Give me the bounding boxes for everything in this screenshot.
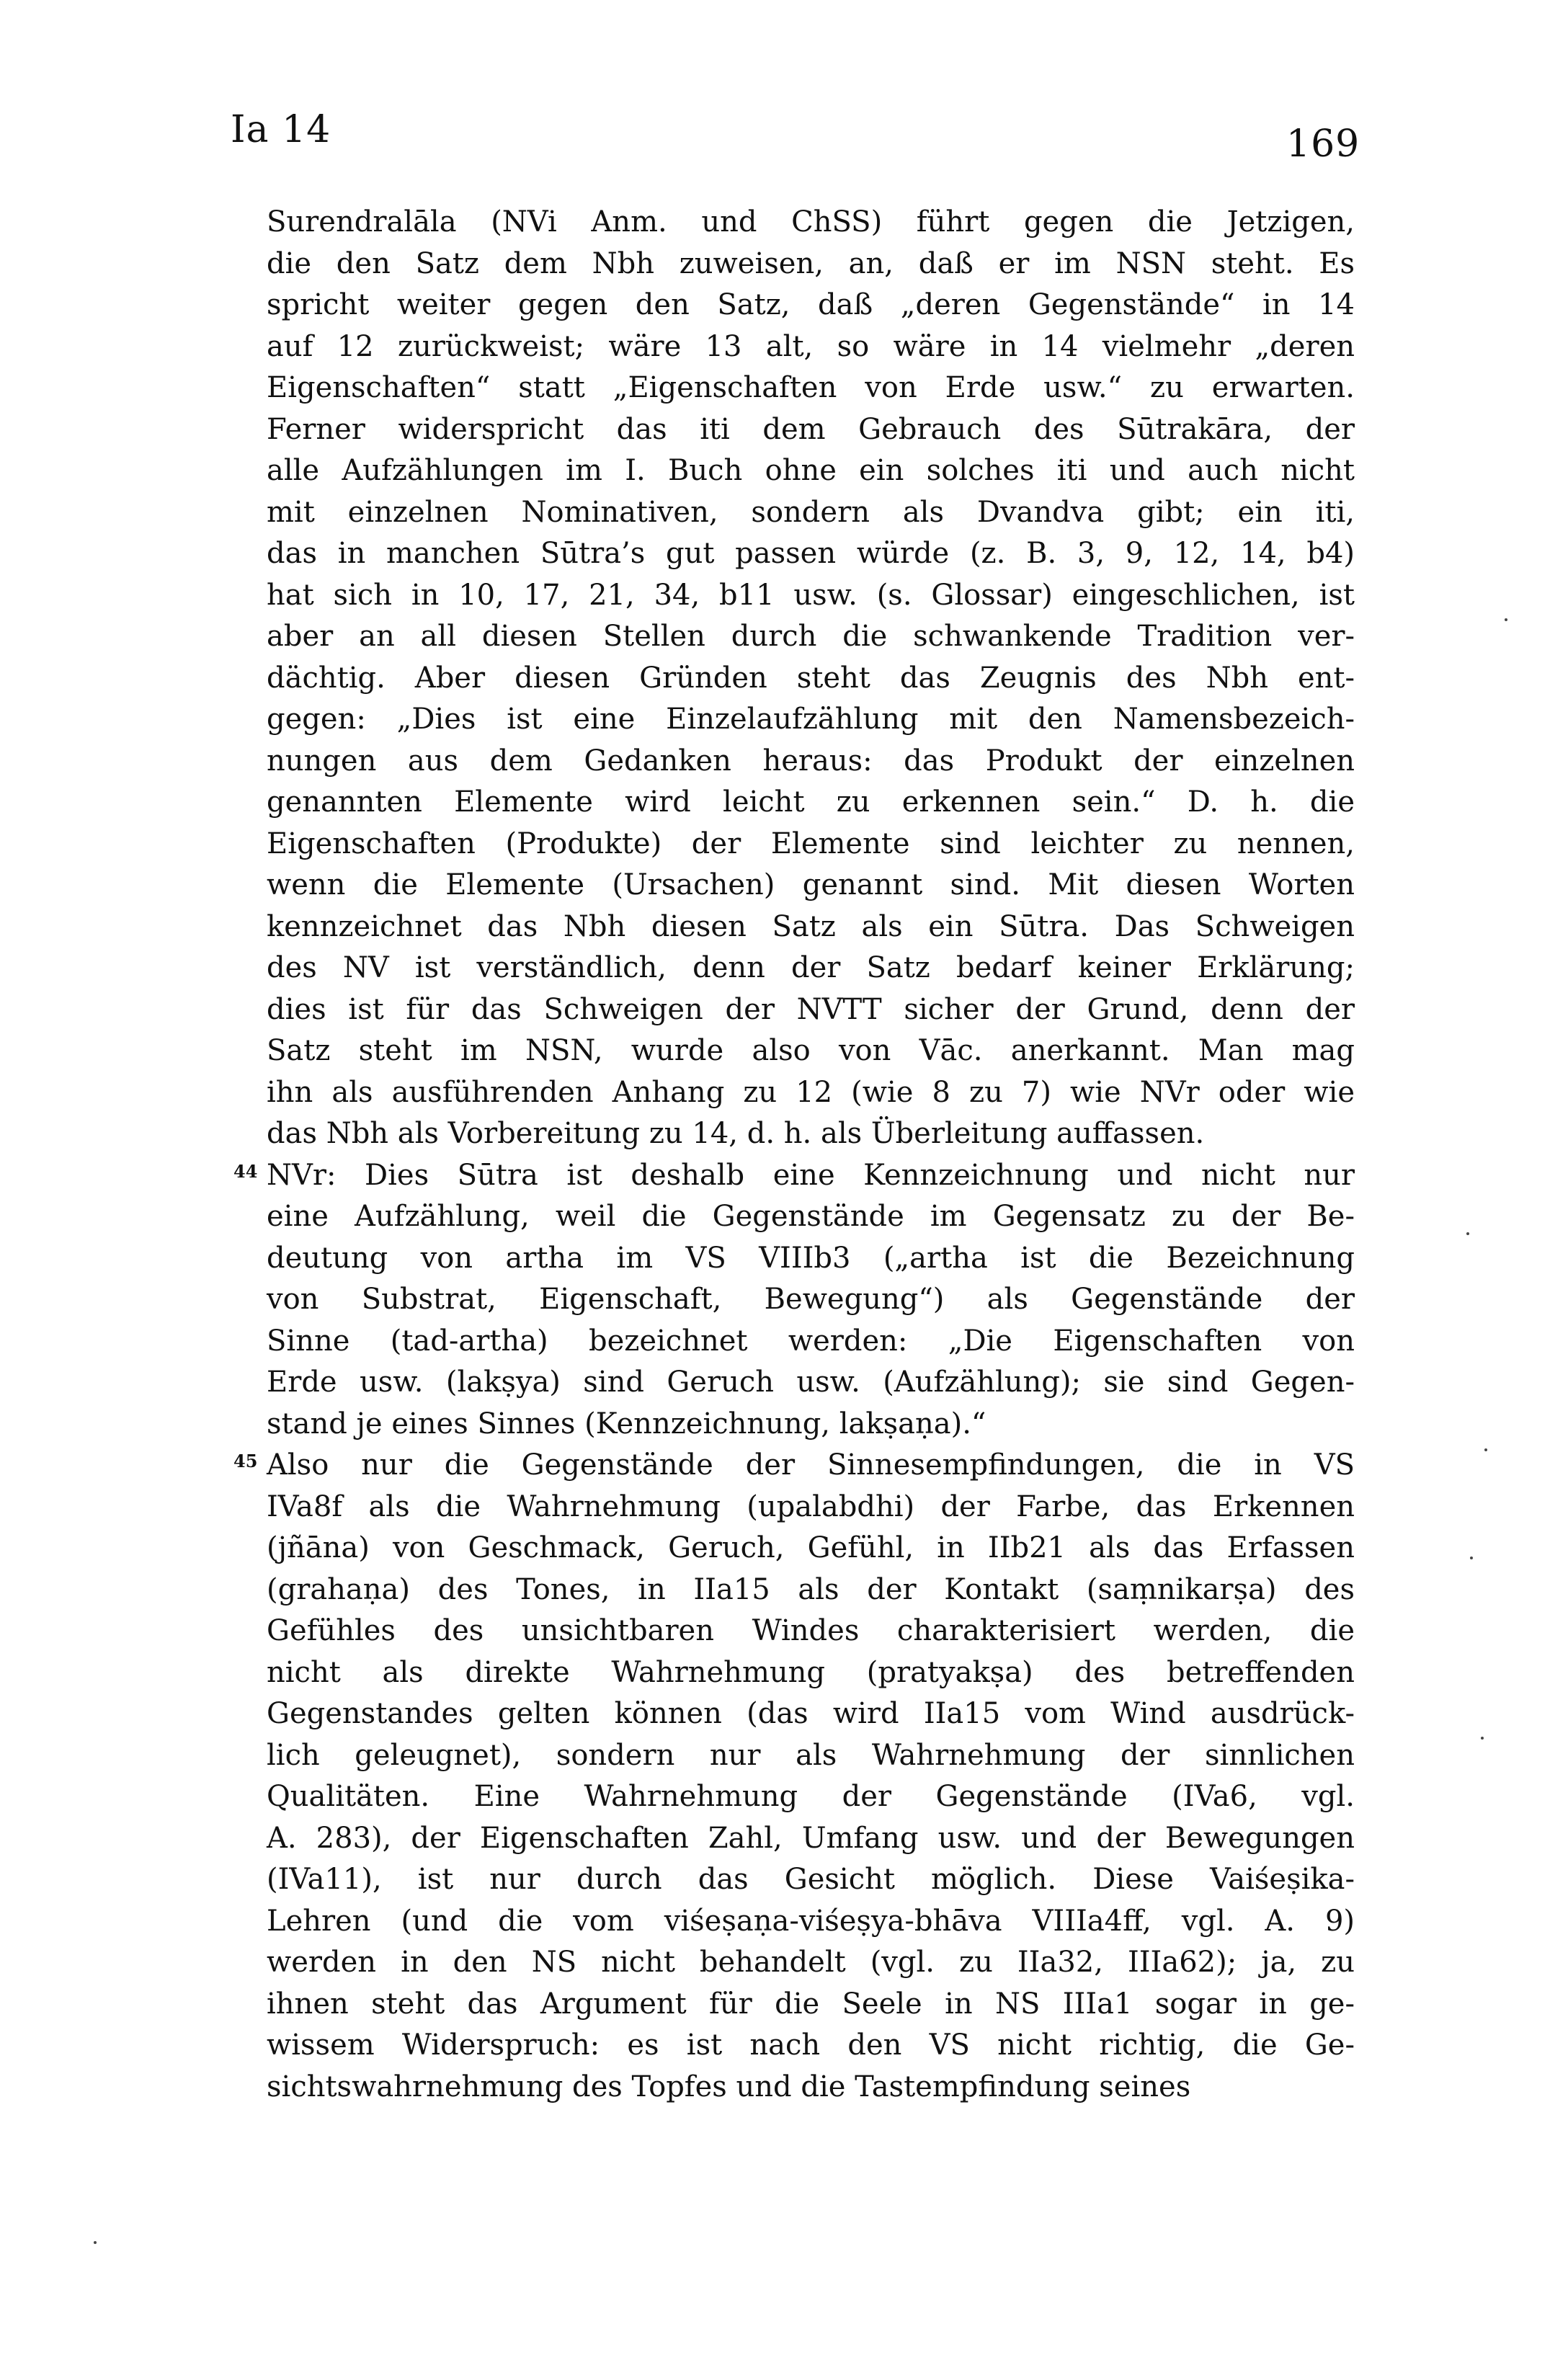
text-line-content: Satz steht im NSN, wurde also von Vāc. anerkannt. Man mag — [267, 1034, 1355, 1067]
text-line-content: von Substrat, Eigenschaft, Bewegung“) als Gegenstände der — [267, 1283, 1355, 1316]
text-line-content: sichtswahrnehmung des Topfes und die Tastempfindung seines — [267, 2070, 1191, 2103]
text-line — [267, 326, 1355, 368]
text-line — [233, 1155, 1355, 1197]
text-line-content: NVr: Dies Sūtra ist deshalb eine Kennzeichnung und nicht nur — [267, 1158, 1355, 1192]
text-line-content: stand je eines Sinnes (Kennzeichnung, lakṣaṇa).“ — [267, 1407, 986, 1441]
text-line — [267, 492, 1355, 534]
text-line — [267, 2067, 1355, 2109]
text-line-content: deutung von artha im VS VIIIb3 („artha ist die Bezeichnung — [267, 1241, 1355, 1275]
text-line-content: des NV ist verständlich, denn der Satz bedarf keiner Erklärung; — [267, 951, 1355, 984]
text-line — [267, 1859, 1355, 1901]
text-line — [267, 202, 1355, 244]
text-line-content: aber an all diesen Stellen durch die schwankende Tradition ver- — [267, 620, 1355, 653]
text-line — [267, 575, 1355, 617]
text-line-content: ihnen steht das Argument für die Seele in NS IIIa1 sogar in ge- — [267, 1987, 1355, 2021]
text-line-content: nungen aus dem Gedanken heraus: das Produkt der einzelnen — [267, 744, 1355, 778]
text-line-content: alle Aufzählungen im I. Buch ohne ein solches iti und auch nicht — [267, 454, 1355, 487]
text-line-content: das Nbh als Vorbereitung zu 14, d. h. als Überleitung auffassen. — [267, 1117, 1205, 1150]
text-line-content: Gegenstandes gelten können (das wird IIa15 vom Wind ausdrück- — [267, 1697, 1355, 1730]
text-line — [267, 1901, 1355, 1943]
text-line-content: nicht als direkte Wahrnehmung (pratyakṣa) des betreffenden — [267, 1655, 1355, 1689]
text-line — [267, 616, 1355, 658]
text-line-content: Erde usw. (lakṣya) sind Geruch usw. (Aufzählung); sie sind Gegen- — [267, 1366, 1355, 1399]
text-line — [267, 865, 1355, 907]
text-line — [267, 1735, 1355, 1777]
text-line-content: (grahaṇa) des Tones, in IIa15 als der Kontakt (saṃnikarṣa) des — [267, 1572, 1355, 1606]
footnote-marker: 45 — [233, 1451, 258, 1471]
text-line — [267, 1404, 1355, 1446]
text-line-content: spricht weiter gegen den Satz, daß „deren Gegenstände“ in 14 — [267, 288, 1355, 321]
text-line-content: Eigenschaften (Produkte) der Elemente sind leichter zu nennen, — [267, 827, 1355, 860]
body-text — [233, 202, 1355, 2108]
text-line-content: hat sich in 10, 17, 21, 34, b11 usw. (s. Glossar) eingeschlichen, ist — [267, 578, 1355, 612]
scan-speck — [1470, 1557, 1473, 1559]
text-line-content: Sinne (tad-artha) bezeichnet werden: „Die Eigenschaften von — [267, 1324, 1355, 1358]
scan-speck — [1484, 1448, 1487, 1451]
text-line-content: die den Satz dem Nbh zuweisen, an, daß er im NSN steht. Es — [267, 246, 1355, 280]
text-line — [267, 824, 1355, 865]
text-line-content: dies ist für das Schweigen der NVTT sicher der Grund, denn der — [267, 992, 1355, 1026]
text-line — [267, 1611, 1355, 1652]
text-line — [267, 1279, 1355, 1321]
text-line — [267, 450, 1355, 492]
scan-speck — [1466, 1232, 1469, 1235]
text-line-content: eine Aufzählung, weil die Gegenstände im Gegensatz zu der Be- — [267, 1200, 1355, 1233]
text-line-content: Surendralāla (NVi Anm. und ChSS) führt gegen die Jetzigen, — [267, 205, 1355, 239]
text-line — [267, 1776, 1355, 1818]
scan-speck — [1481, 1737, 1484, 1740]
text-line-content: wissem Widerspruch: es ist nach den VS nicht richtig, die Ge- — [267, 2029, 1355, 2062]
text-line — [267, 741, 1355, 783]
text-line-content: das in manchen Sūtra’s gut passen würde (z. B. 3, 9, 12, 14, b4) — [267, 537, 1355, 570]
text-line — [267, 1528, 1355, 1569]
text-line — [267, 1942, 1355, 1984]
scan-speck — [1505, 618, 1507, 621]
text-line-content: ihn als ausführenden Anhang zu 12 (wie 8 zu 7) wie NVr oder wie — [267, 1075, 1355, 1109]
text-line — [267, 533, 1355, 575]
text-line-content: kennzeichnet das Nbh diesen Satz als ein Sūtra. Das Schweigen — [267, 909, 1355, 943]
text-line — [267, 1321, 1355, 1363]
text-line-content: (jñāna) von Geschmack, Geruch, Gefühl, in IIb21 als das Erfassen — [267, 1531, 1355, 1564]
text-line — [267, 1569, 1355, 1611]
text-line-content: Qualitäten. Eine Wahrnehmung der Gegenstände (IVa6, vgl. — [267, 1780, 1355, 1813]
text-line — [267, 658, 1355, 700]
text-line — [267, 1362, 1355, 1404]
text-line — [267, 1693, 1355, 1735]
text-line — [267, 1984, 1355, 2026]
text-line-content: Gefühles des unsichtbaren Windes charakterisiert werden, die — [267, 1614, 1355, 1647]
text-line — [267, 989, 1355, 1031]
scan-speck — [94, 2241, 97, 2244]
running-header: Ia 14 — [231, 108, 331, 151]
text-line-content: wenn die Elemente (Ursachen) genannt sind. Mit diesen Worten — [267, 868, 1355, 901]
text-line — [267, 1196, 1355, 1238]
text-line — [267, 244, 1355, 285]
text-line-content: A. 283), der Eigenschaften Zahl, Umfang usw. und der Bewegungen — [267, 1821, 1355, 1855]
footnote-marker: 44 — [233, 1160, 258, 1182]
text-line-content: Ferner widerspricht das iti dem Gebrauch des Sūtrakāra, der — [267, 412, 1355, 446]
text-line-content: lich geleugnet), sondern nur als Wahrnehmung der sinnlichen — [267, 1738, 1355, 1772]
text-line — [267, 699, 1355, 741]
text-line — [267, 948, 1355, 989]
text-line — [267, 1652, 1355, 1694]
text-line-content: auf 12 zurückweist; wäre 13 alt, so wäre in 14 vielmehr „deren — [267, 329, 1355, 363]
text-line-content: genannten Elemente wird leicht zu erkennen sein.“ D. h. die — [267, 785, 1355, 819]
text-line — [267, 368, 1355, 409]
text-line-content: dächtig. Aber diesen Gründen steht das Zeugnis des Nbh ent- — [267, 661, 1355, 695]
text-line — [267, 782, 1355, 824]
text-line — [267, 1113, 1355, 1155]
text-line — [267, 1818, 1355, 1860]
text-line — [267, 1238, 1355, 1280]
text-line-content: mit einzelnen Nominativen, sondern als Dvandva gibt; ein iti, — [267, 495, 1355, 529]
text-line — [233, 1445, 1355, 1487]
text-line — [267, 285, 1355, 326]
page-number: 169 — [1286, 123, 1360, 166]
text-line-content: werden in den NS nicht behandelt (vgl. zu IIa32, IIIa62); ja, zu — [267, 1946, 1355, 1979]
text-line-content: IVa8f als die Wahrnehmung (upalabdhi) der Farbe, das Erkennen — [267, 1490, 1355, 1523]
text-line-content: Eigenschaften“ statt „Eigenschaften von Erde usw.“ zu erwarten. — [267, 371, 1355, 404]
text-line-content: Lehren (und die vom viśeṣaṇa-viśeṣya-bhāva VIIIa4ff, vgl. A. 9) — [267, 1904, 1355, 1938]
text-line-content: gegen: „Dies ist eine Einzelaufzählung mit den Namensbezeich- — [267, 703, 1355, 736]
text-line — [267, 1487, 1355, 1528]
text-line-content: (IVa11), ist nur durch das Gesicht möglich. Diese Vaiśeṣika- — [267, 1863, 1355, 1896]
text-line — [267, 907, 1355, 948]
text-line — [267, 2025, 1355, 2067]
text-line — [267, 1030, 1355, 1072]
text-line — [267, 1072, 1355, 1114]
text-line — [267, 409, 1355, 451]
text-line-content: Also nur die Gegenstände der Sinnesempfindungen, die in VS — [267, 1448, 1355, 1482]
